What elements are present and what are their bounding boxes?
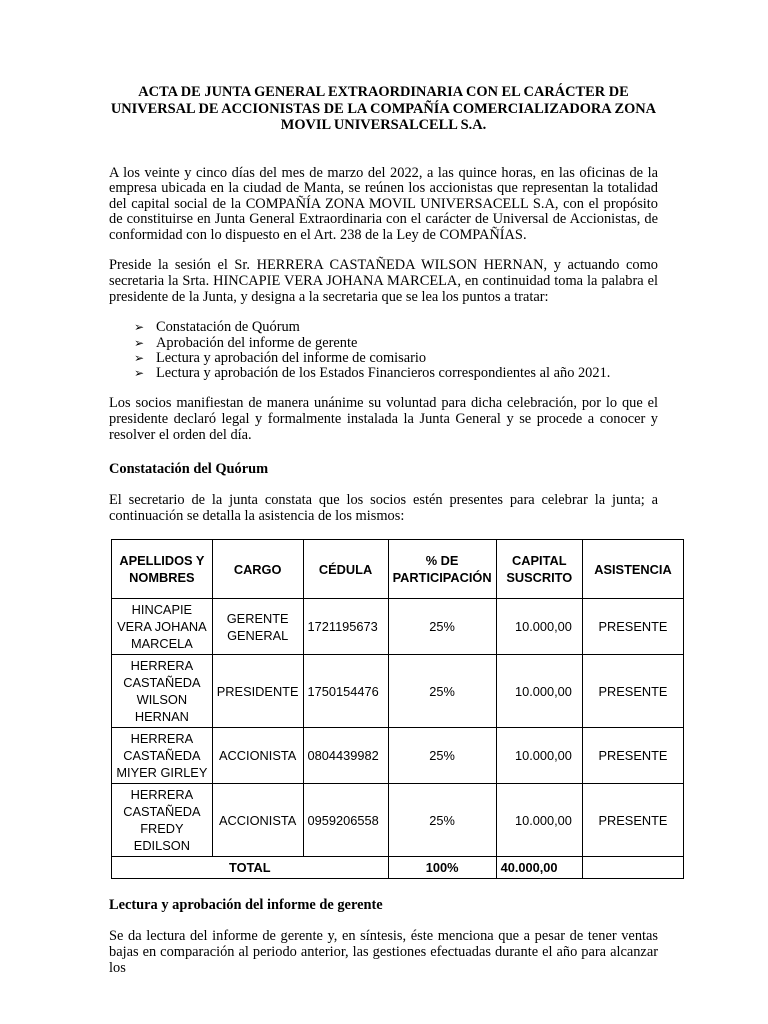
- lectura-paragraph: Se da lectura del informe de gerente y, en síntesis, éste menciona que a pesar de tener ventas bajas en comparación al periodo anterior, las gestiones efectuadas durante el año para alcanzar los: [109, 928, 658, 976]
- table-row: [112, 655, 684, 728]
- table-row: [112, 784, 684, 857]
- table-cell: 25%: [388, 728, 496, 784]
- list-item: ➢ Lectura y aprobación del informe de comisario: [134, 349, 427, 366]
- table-cell: 1721195673: [303, 599, 388, 655]
- table-cell: PRESIDENTE: [212, 655, 303, 728]
- column-header: % DE PARTICIPACIÓN: [388, 540, 496, 599]
- table-cell-empty: [582, 857, 683, 879]
- table-row: [112, 728, 684, 784]
- intro-paragraph: A los veinte y cinco días del mes de marzo del 2022, a las quince horas, en las oficinas de la empresa ubicada en la ciudad de Manta, se reúnen los accionistas que representan la totalidad del capital social de la COMPAÑÍA ZONA MOVIL UNIVERSACELL S.A, con el propósito de constituirse en Junta General Extraordinaria con el carácter de Universal de Accionistas, de conformidad con lo dispuesto en el Art. 238 de la Ley de COMPAÑÍAS.: [109, 164, 658, 243]
- agenda-list: [109, 320, 658, 381]
- column-header: CARGO: [212, 540, 303, 599]
- secretario-paragraph: El secretario de la junta constata que los socios estén presentes para celebrar la junta; a continuación se detalla la asistencia de los mismos:: [109, 492, 658, 524]
- table-cell: PRESENTE: [582, 655, 683, 728]
- preside-paragraph: Preside la sesión el Sr. HERRERA CASTAÑEDA WILSON HERNAN, y actuando como secretaria la Srta. HINCAPIE VERA JOHANA MARCELA, en continuidad toma la palabra el presidente de la Junta, y designa a la secretaria que se lea los puntos a tratar:: [109, 257, 658, 305]
- column-header: CÉDULA: [303, 540, 388, 599]
- total-capital: 40.000,00: [496, 857, 582, 879]
- table-row: [112, 599, 684, 655]
- table-cell: 10.000,00: [496, 728, 582, 784]
- table-cell: ACCIONISTA: [212, 728, 303, 784]
- list-item: ➢ Lectura y aprobación de los Estados Financieros correspondientes al año 2021.: [134, 365, 611, 382]
- total-label: TOTAL: [112, 857, 389, 879]
- arrow-bullet-icon: ➢: [134, 350, 145, 365]
- arrow-bullet-icon: ➢: [134, 366, 145, 381]
- table-cell: 0959206558: [303, 784, 388, 857]
- table-cell: HERRERA CASTAÑEDA MIYER GIRLEY: [112, 728, 213, 784]
- table-cell: HERRERA CASTAÑEDA WILSON HERNAN: [112, 655, 213, 728]
- table-cell: 0804439982: [303, 728, 388, 784]
- table-cell: GERENTE GENERAL: [212, 599, 303, 655]
- table-cell: 25%: [388, 784, 496, 857]
- table-cell: ACCIONISTA: [212, 784, 303, 857]
- table-cell: PRESENTE: [582, 728, 683, 784]
- table-cell: 10.000,00: [496, 599, 582, 655]
- table-cell: 25%: [388, 655, 496, 728]
- table-cell: 25%: [388, 599, 496, 655]
- total-participacion: 100%: [388, 857, 496, 879]
- arrow-bullet-icon: ➢: [134, 320, 145, 335]
- table-cell: 10.000,00: [496, 655, 582, 728]
- table-cell: HINCAPIE VERA JOHANA MARCELA: [112, 599, 213, 655]
- document-title: ACTA DE JUNTA GENERAL EXTRAORDINARIA CON EL CARÁCTER DE UNIVERSAL DE ACCIONISTAS DE LA COMPAÑÍA COMERCIALIZADORA ZONA MOVIL UNIVERSALCELL S.A.: [110, 84, 657, 133]
- column-header: ASISTENCIA: [582, 540, 683, 599]
- informe-heading: Lectura y aprobación del informe de gerente: [109, 897, 383, 914]
- list-item: ➢ Aprobación del informe de gerente: [134, 334, 358, 351]
- attendance-table: [111, 539, 684, 879]
- table-cell: HERRERA CASTAÑEDA FREDY EDILSON: [112, 784, 213, 857]
- column-header: APELLIDOS Y NOMBRES: [112, 540, 213, 599]
- document-page: [109, 84, 672, 991]
- table-total-row: [112, 857, 684, 879]
- table-header-row: [112, 540, 684, 599]
- socios-paragraph: Los socios manifiestan de manera unánime su voluntad para dicha celebración, por lo que el presidente declaró legal y formalmente instalada la Junta General y se procede a conocer y resolver el orden del día.: [109, 395, 658, 443]
- arrow-bullet-icon: ➢: [134, 335, 145, 350]
- column-header: CAPITAL SUSCRITO: [496, 540, 582, 599]
- quorum-heading: Constatación del Quórum: [109, 461, 269, 478]
- table-cell: PRESENTE: [582, 599, 683, 655]
- table-cell: 10.000,00: [496, 784, 582, 857]
- list-item: ➢ Constatación de Quórum: [134, 319, 300, 336]
- table-cell: PRESENTE: [582, 784, 683, 857]
- table-cell: 1750154476: [303, 655, 388, 728]
